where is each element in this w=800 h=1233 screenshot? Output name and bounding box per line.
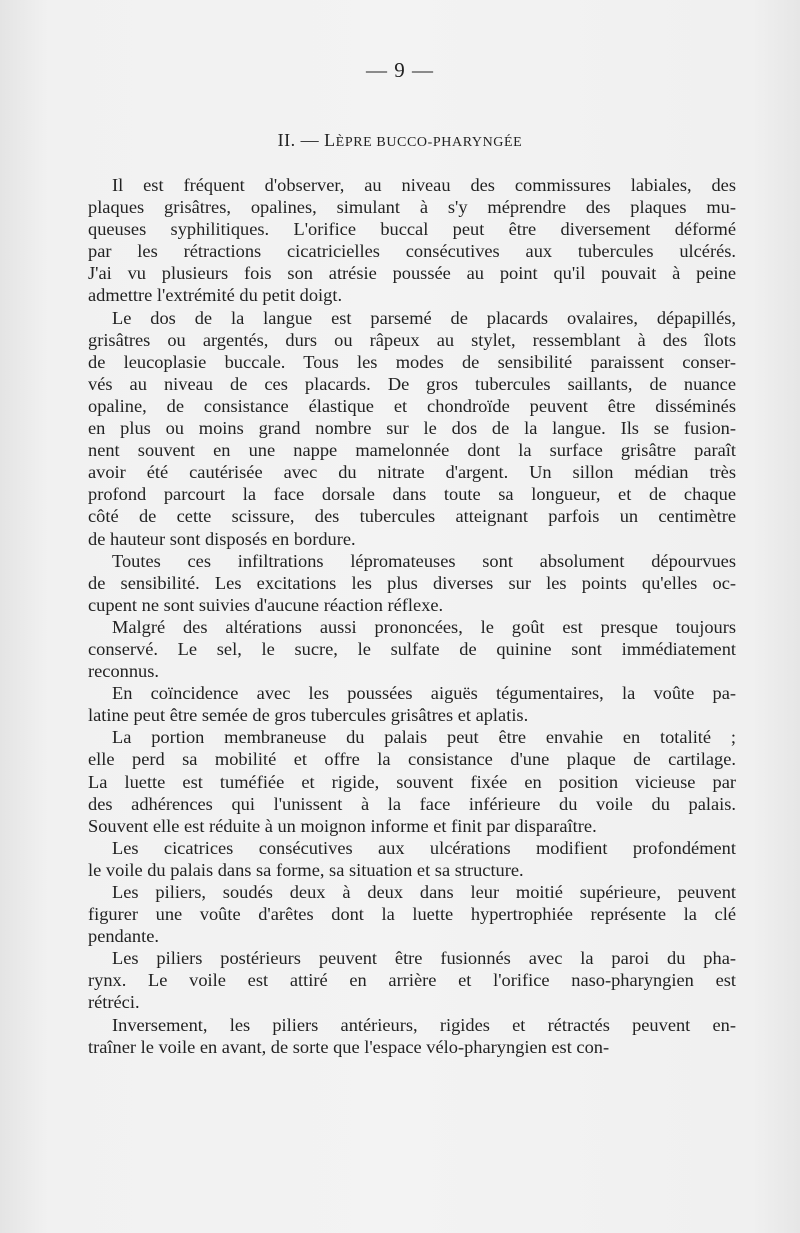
paragraph-line: reconnus. bbox=[88, 661, 159, 682]
paragraph bbox=[88, 550, 736, 616]
paragraph bbox=[88, 881, 736, 947]
paragraph-line: de sensibilité. Les excitations les plus diverses sur les points qu'elles oc- bbox=[88, 572, 736, 593]
page-number: — 9 — bbox=[366, 58, 434, 82]
paragraph-line: admettre l'extrémité du petit doigt. bbox=[88, 285, 343, 306]
paragraph bbox=[88, 307, 736, 550]
paragraph-line: grisâtres ou argentés, durs ou râpeux au stylet, ressemblant à des îlots bbox=[88, 329, 736, 350]
paragraph-line: Le dos de la langue est parsemé de placards ovalaires, dépapillés, bbox=[112, 307, 736, 328]
paragraph-line: opaline, de consistance élastique et chondroïde peuvent être disséminés bbox=[88, 395, 736, 416]
paragraph-line: queuses syphilitiques. L'orifice buccal peut être diversement déformé bbox=[88, 219, 736, 240]
paragraph-line: Souvent elle est réduite à un moignon informe et finit par disparaître. bbox=[88, 815, 597, 836]
paragraph-line: latine peut être semée de gros tubercules grisâtres et aplatis. bbox=[88, 705, 529, 726]
paragraph-line: figurer une voûte d'arêtes dont la luette hypertrophiée représente la clé bbox=[88, 904, 736, 925]
paragraph-line: En coïncidence avec les poussées aiguës tégumentaires, la voûte pa- bbox=[112, 683, 736, 704]
paragraph bbox=[88, 1014, 736, 1058]
paragraph-line: pendante. bbox=[88, 926, 159, 947]
section-numeral: II. — bbox=[277, 130, 325, 150]
paragraph-line: par les rétractions cicatricielles consécutives aux tubercules ulcérés. bbox=[88, 241, 736, 262]
paragraph-line: elle perd sa mobilité et offre la consistance d'une plaque de cartilage. bbox=[88, 749, 736, 770]
paragraph-line: Les piliers postérieurs peuvent être fusionnés avec la paroi du pha- bbox=[112, 948, 736, 969]
paragraph-line: vés au niveau de ces placards. De gros tubercules saillants, de nuance bbox=[88, 373, 736, 394]
paragraph bbox=[88, 682, 736, 726]
paragraph-line: Les cicatrices consécutives aux ulcérations modifient profondément bbox=[112, 837, 736, 858]
paragraph-line: Toutes ces infiltrations lépromateuses sont absolument dépourvues bbox=[112, 550, 736, 571]
paragraph-line: avoir été cautérisée avec du nitrate d'argent. Un sillon médian très bbox=[88, 462, 736, 483]
section-heading bbox=[0, 130, 800, 151]
paragraph-line: Inversement, les piliers antérieurs, rigides et rétractés peuvent en- bbox=[112, 1014, 736, 1035]
section-title-rest: ÈPRE BUCCO-PHARYNGÉE bbox=[335, 135, 523, 150]
paragraph-line: des adhérences qui l'unissent à la face inférieure du voile du palais. bbox=[88, 793, 736, 814]
paragraph-line: le voile du palais dans sa forme, sa situation et sa structure. bbox=[88, 859, 524, 880]
paragraph-line: nent souvent en une nappe mamelonnée dont la surface grisâtre paraît bbox=[88, 440, 736, 461]
paragraph-line: profond parcourt la face dorsale dans toute sa longueur, et de chaque bbox=[88, 484, 736, 505]
paragraph-line: conservé. Le sel, le sucre, le sulfate de quinine sont immédiatement bbox=[88, 638, 736, 659]
paragraph-line: de hauteur sont disposés en bordure. bbox=[88, 528, 356, 549]
paragraph-line: La portion membraneuse du palais peut être envahie en totalité ; bbox=[112, 727, 736, 748]
paragraph-line: La luette est tuméfiée et rigide, souvent fixée en position vicieuse par bbox=[88, 771, 736, 792]
paragraph-line: cupent ne sont suivies d'aucune réaction réflexe. bbox=[88, 594, 444, 615]
paragraph-line: traîner le voile en avant, de sorte que l'espace vélo-pharyngien est con- bbox=[88, 1036, 610, 1057]
section-title-initial: L bbox=[324, 130, 336, 150]
paragraph bbox=[88, 616, 736, 682]
paragraph-line: Les piliers, soudés deux à deux dans leur moitié supérieure, peuvent bbox=[112, 882, 736, 902]
paragraph bbox=[88, 837, 736, 881]
paragraph-line: en plus ou moins grand nombre sur le dos de la langue. Ils se fusion- bbox=[88, 418, 736, 439]
paragraph-line: Il est fréquent d'observer, au niveau des commissures labiales, des bbox=[112, 175, 736, 195]
paragraph-line: côté de cette scissure, des tubercules atteignant parfois un centimètre bbox=[88, 506, 736, 527]
body-text bbox=[88, 174, 736, 1058]
paragraph-line: J'ai vu plusieurs fois son atrésie poussée au point qu'il pouvait à peine bbox=[88, 263, 736, 284]
paragraph-line: de leucoplasie buccale. Tous les modes de sensibilité paraissent conser- bbox=[88, 351, 736, 372]
paragraph bbox=[88, 726, 736, 836]
paragraph bbox=[88, 174, 736, 307]
paragraph-line: Malgré des altérations aussi prononcées, le goût est presque toujours bbox=[112, 616, 736, 637]
paragraph-line: rynx. Le voile est attiré en arrière et l'orifice naso-pharyngien est bbox=[88, 970, 736, 991]
paragraph bbox=[88, 947, 736, 1013]
paragraph-line: plaques grisâtres, opalines, simulant à s'y méprendre des plaques mu- bbox=[88, 197, 736, 218]
paragraph-line: rétréci. bbox=[88, 992, 140, 1013]
